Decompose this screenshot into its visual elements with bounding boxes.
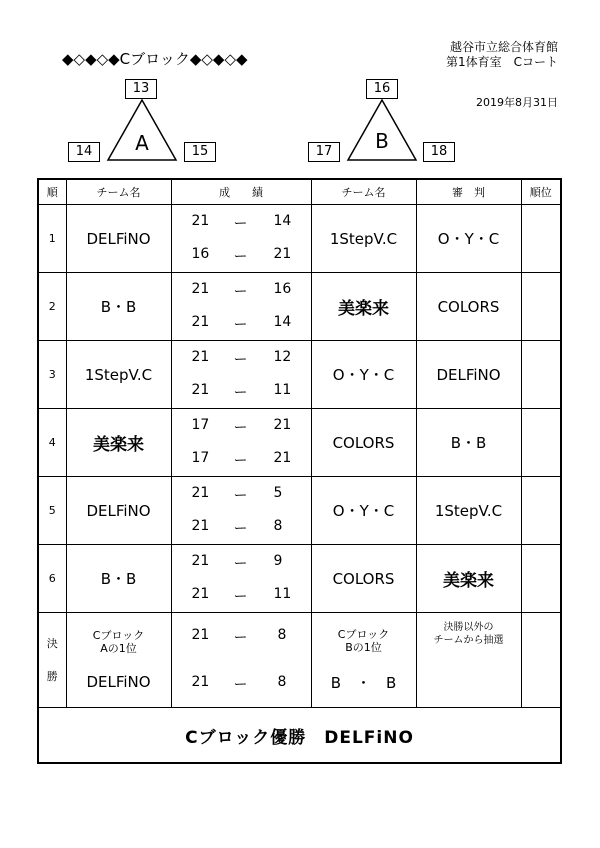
score-dash: ー (233, 284, 248, 300)
match-referee: COLORS (416, 273, 521, 341)
match-referee: O・Y・C (416, 205, 521, 273)
final-label (38, 613, 66, 708)
final-team2: B ・ B (330, 673, 397, 692)
set2-score-b: 21 (273, 450, 292, 466)
group-a-left-seed: 14 (68, 142, 100, 162)
set1-score-a: 21 (191, 213, 210, 229)
match-referee: 美楽来 (416, 545, 521, 613)
match-number: 2 (38, 273, 66, 341)
match-team2: O・Y・C (311, 341, 416, 409)
match-number: 5 (38, 477, 66, 545)
venue-line2: 第1体育室 Cコート (445, 55, 558, 69)
match-score-cell (171, 273, 311, 341)
set2-score-b: 21 (273, 246, 292, 262)
score-dash: ー (233, 385, 248, 401)
match-team1: 1StepV.C (66, 341, 171, 409)
match-score-cell (171, 477, 311, 545)
match-score-cell (171, 205, 311, 273)
schedule-table (37, 178, 562, 764)
match-team1: DELFiNO (66, 477, 171, 545)
group-a-right-seed: 15 (184, 142, 216, 162)
set1-score-b: 12 (273, 349, 292, 365)
match-team1: B・B (66, 545, 171, 613)
header-rank: 順位 (521, 179, 561, 205)
match-number: 4 (38, 409, 66, 477)
header-referee: 審 判 (416, 179, 521, 205)
set2-score-b: 11 (273, 382, 292, 398)
match-rank (521, 477, 561, 545)
match-rank (521, 273, 561, 341)
set1-score-a: 17 (191, 417, 210, 433)
match-referee: DELFiNO (416, 341, 521, 409)
match-team2: 美楽来 (311, 273, 416, 341)
set2-score-a: 17 (191, 450, 210, 466)
group-b-right-seed: 18 (423, 142, 455, 162)
score-dash: ー (233, 453, 248, 469)
event-date: 2019年8月31日 (476, 96, 558, 109)
score-dash: ー (233, 589, 248, 605)
group-a-letter: A (135, 131, 149, 155)
score-dash: ー (233, 352, 248, 368)
match-row (38, 205, 561, 273)
final-team2-desc1: Cブロック (337, 627, 390, 641)
set1-score-b: 5 (273, 485, 283, 501)
match-row (38, 341, 561, 409)
match-team2: O・Y・C (311, 477, 416, 545)
score-dash: ー (233, 630, 248, 646)
final-team1: DELFiNO (86, 673, 151, 691)
match-team1: DELFiNO (66, 205, 171, 273)
set1-score-a: 21 (191, 349, 210, 365)
venue-line1: 越谷市立総合体育館 (449, 40, 558, 54)
final-ref-desc1: 決勝以外の (443, 622, 494, 633)
match-rank (521, 205, 561, 273)
score-dash: ー (233, 556, 248, 572)
match-number: 6 (38, 545, 66, 613)
final-team1-desc2: Aの1位 (100, 642, 137, 655)
final-score1-a: 21 (191, 627, 210, 643)
final-team2-cell (311, 613, 416, 708)
set2-score-a: 21 (191, 382, 210, 398)
group-b-letter: B (375, 129, 389, 153)
match-row (38, 545, 561, 613)
match-score-cell (171, 409, 311, 477)
match-score-cell (171, 341, 311, 409)
match-team2: COLORS (311, 409, 416, 477)
match-rank (521, 545, 561, 613)
score-dash: ー (233, 317, 248, 333)
group-b-triangle (346, 98, 418, 162)
page-title: ◆◇◆◇◆Cブロック◆◇◆◇◆ (62, 50, 248, 68)
match-team2: COLORS (311, 545, 416, 613)
header-team2: チーム名 (311, 179, 416, 205)
set1-score-b: 9 (273, 553, 283, 569)
final-row (38, 613, 561, 708)
match-referee: 1StepV.C (416, 477, 521, 545)
match-row (38, 273, 561, 341)
match-number: 1 (38, 205, 66, 273)
set1-score-b: 21 (273, 417, 292, 433)
champion-row (38, 708, 561, 764)
set2-score-a: 21 (191, 314, 210, 330)
final-referee-cell (416, 613, 521, 708)
final-score-cell (171, 613, 311, 708)
match-team2: 1StepV.C (311, 205, 416, 273)
group-b-left-seed: 17 (308, 142, 340, 162)
match-row (38, 409, 561, 477)
group-b-top-seed: 16 (366, 79, 398, 99)
match-rank (521, 341, 561, 409)
set2-score-b: 8 (273, 518, 283, 534)
match-score-cell (171, 545, 311, 613)
match-referee: B・B (416, 409, 521, 477)
score-dash: ー (233, 488, 248, 504)
match-team1: 美楽来 (66, 409, 171, 477)
header-order: 順 (38, 179, 66, 205)
score-dash: ー (233, 420, 248, 436)
group-a-top-seed: 13 (125, 79, 157, 99)
final-score2-a: 21 (191, 674, 210, 690)
champion-banner: Cブロック優勝 DELFiNO (38, 708, 561, 764)
score-dash: ー (233, 249, 248, 265)
set2-score-b: 14 (273, 314, 292, 330)
final-label-2: 勝 (46, 670, 58, 683)
set1-score-a: 21 (191, 485, 210, 501)
final-label-1: 決 (46, 637, 58, 650)
final-team1-cell (66, 613, 171, 708)
header-score: 成 績 (171, 179, 311, 205)
final-team1-desc1: Cブロック (92, 629, 145, 642)
set2-score-a: 21 (191, 586, 210, 602)
header-team1: チーム名 (66, 179, 171, 205)
match-rank (521, 409, 561, 477)
table-header-row (38, 179, 561, 205)
final-team2-desc2: Bの1位 (345, 640, 382, 654)
final-score2-b: 8 (277, 674, 287, 690)
set1-score-a: 21 (191, 281, 210, 297)
set1-score-b: 16 (273, 281, 292, 297)
match-team1: B・B (66, 273, 171, 341)
score-dash: ー (233, 521, 248, 537)
match-row (38, 477, 561, 545)
set2-score-a: 16 (191, 246, 210, 262)
set2-score-a: 21 (191, 518, 210, 534)
final-ref-desc2: チームから抽選 (433, 635, 504, 646)
score-dash: ー (233, 677, 248, 693)
set2-score-b: 11 (273, 586, 292, 602)
score-dash: ー (233, 216, 248, 232)
set1-score-a: 21 (191, 553, 210, 569)
venue-info (446, 40, 558, 70)
final-score1-b: 8 (277, 627, 287, 643)
group-a-triangle (106, 98, 178, 162)
set1-score-b: 14 (273, 213, 292, 229)
match-number: 3 (38, 341, 66, 409)
final-rank-cell (521, 613, 561, 708)
